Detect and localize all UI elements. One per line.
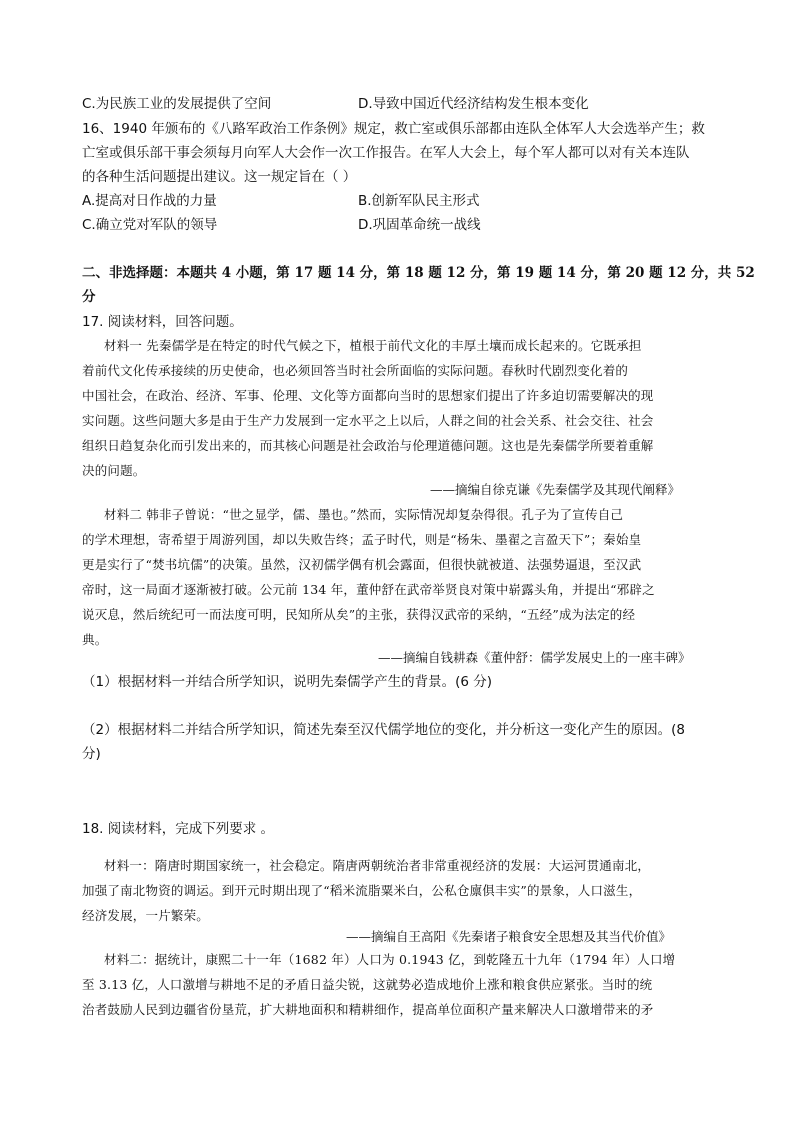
q17-material2-line-2: 的学术理想，寄希望于周游列国，却以失败告终；孟子时代，则是“杨朱、墨翟之言盈天下”；秦始皇 <box>82 532 642 547</box>
section-heading-line-1: 二、非选择题：本题共 4 小题，第 17 题 14 分，第 18 题 12 分，第 19 题 14 分，第 20 题 12 分，共 52 <box>82 265 755 281</box>
q17-material2-source: ——摘编自钱耕森《董仲舒：儒学发展史上的一座丰碑》 <box>378 650 691 665</box>
q18-material1-source: ——摘编自王高阳《先秦诸子粮食安全思想及其当代价值》 <box>346 929 672 944</box>
q17-material1-line-3: 中国社会，在政治、经济、军事、伦理、文化等方面都向当时的思想家们提出了许多迫切需要解决的现 <box>82 388 654 403</box>
q17-material2-line-5: 说灭息，然后统纪可一而法度可明，民知所从矣”的主张，获得汉武帝的采纳，“五经”成为法定的经 <box>82 607 636 622</box>
q17-material2-line-3: 更是实行了“焚书坑儒”的决策。虽然，汉初儒学偶有机会露面，但很快就被道、法强势逼退，至汉武 <box>82 557 642 572</box>
q15-option-c: C.为民族工业的发展提供了空间 <box>82 96 272 112</box>
q16-option-b: B.创新军队民主形式 <box>358 193 480 209</box>
q17-title: 17. 阅读材料，回答问题。 <box>82 314 243 330</box>
q18-material2-line-1: 材料二：据统计，康熙二十一年（1682 年）人口为 0.1943 亿，到乾隆五十九年（1794 年）人口增 <box>104 952 676 967</box>
q15-option-d: D.导致中国近代经济结构发生根本变化 <box>358 96 589 112</box>
q17-material2-line-1: 材料二 韩非子曾说：“世之显学，儒、墨也。”然而，实际情况却复杂得很。孔子为了宣传自己 <box>104 507 624 522</box>
q17-material1-line-1: 材料一 先秦儒学是在特定的时代气候之下，植根于前代文化的丰厚土壤而成长起来的。它既承担 <box>104 338 642 353</box>
q16-stem-line-1: 16、1940 年颁布的《八路军政治工作条例》规定，救亡室或俱乐部都由连队全体军人大会选举产生；救 <box>82 121 705 137</box>
q18-material1-line-2: 加强了南北物资的调运。到开元时期出现了“稻米流脂粟米白，公私仓廪俱丰实”的景象，人口滋生， <box>82 883 642 898</box>
q17-material2-line-4: 帝时，这一局面才逐渐被打破。公元前 134 年，董仲舒在武帝举贤良对策中崭露头角，并提出“邪辟之 <box>82 582 655 597</box>
q17-material1-line-5: 组织日趋复杂化而引发出来的，而其核心问题是社会政治与伦理道德问题。这也是先秦儒学所要着重解 <box>82 438 654 453</box>
q17-material1-line-6: 决的问题。 <box>82 463 146 478</box>
q17-subquestion-1: （1）根据材料一并结合所学知识，说明先秦儒学产生的背景。(6 分) <box>82 674 493 690</box>
q17-material1-line-4: 实问题。这些问题大多是由于生产力发展到一定水平之上以后，人群之间的社会关系、社会交往、社会 <box>82 413 654 428</box>
q16-stem-line-2: 亡室或俱乐部干事会须每月向军人大会作一次工作报告。在军人大会上，每个军人都可以对有关本连队 <box>82 145 690 161</box>
q17-material1-line-2: 着前代文化传承接续的历史使命，也必须回答当时社会所面临的实际问题。春秋时代剧烈变化着的 <box>82 363 629 378</box>
q17-subquestion-2-line-1: （2）根据材料二并结合所学知识，简述先秦至汉代儒学地位的变化，并分析这一变化产生的原因。(8 <box>82 722 685 738</box>
q18-title: 18. 阅读材料，完成下列要求 。 <box>82 821 275 837</box>
q17-material2-line-6: 典。 <box>82 632 108 647</box>
q16-stem-line-3: 的各种生活问题提出建议。这一规定旨在（ ） <box>82 169 357 185</box>
q16-option-c: C.确立党对军队的领导 <box>82 217 218 233</box>
q17-subquestion-2-line-2: 分) <box>82 746 101 762</box>
q18-material2-line-3: 治者鼓励人民到边疆省份垦荒，扩大耕地面积和精耕细作，提高单位面积产量来解决人口激增带来的矛 <box>82 1002 654 1017</box>
q18-material2-line-2: 至 3.13 亿，人口激增与耕地不足的矛盾日益尖锐，这就势必造成地价上涨和粮食供应紧张。当时的统 <box>82 977 653 992</box>
q16-option-a: A.提高对日作战的力量 <box>82 193 217 209</box>
q18-material1-line-1: 材料一：隋唐时期国家统一，社会稳定。隋唐两朝统治者非常重视经济的发展：大运河贯通南北， <box>104 858 651 873</box>
q17-material1-source: ——摘编自徐克谦《先秦儒学及其现代阐释》 <box>430 482 681 497</box>
q18-material1-line-3: 经济发展，一片繁荣。 <box>82 908 210 923</box>
section-heading-line-2: 分 <box>82 289 96 305</box>
q16-option-d: D.巩固革命统一战线 <box>358 217 481 233</box>
